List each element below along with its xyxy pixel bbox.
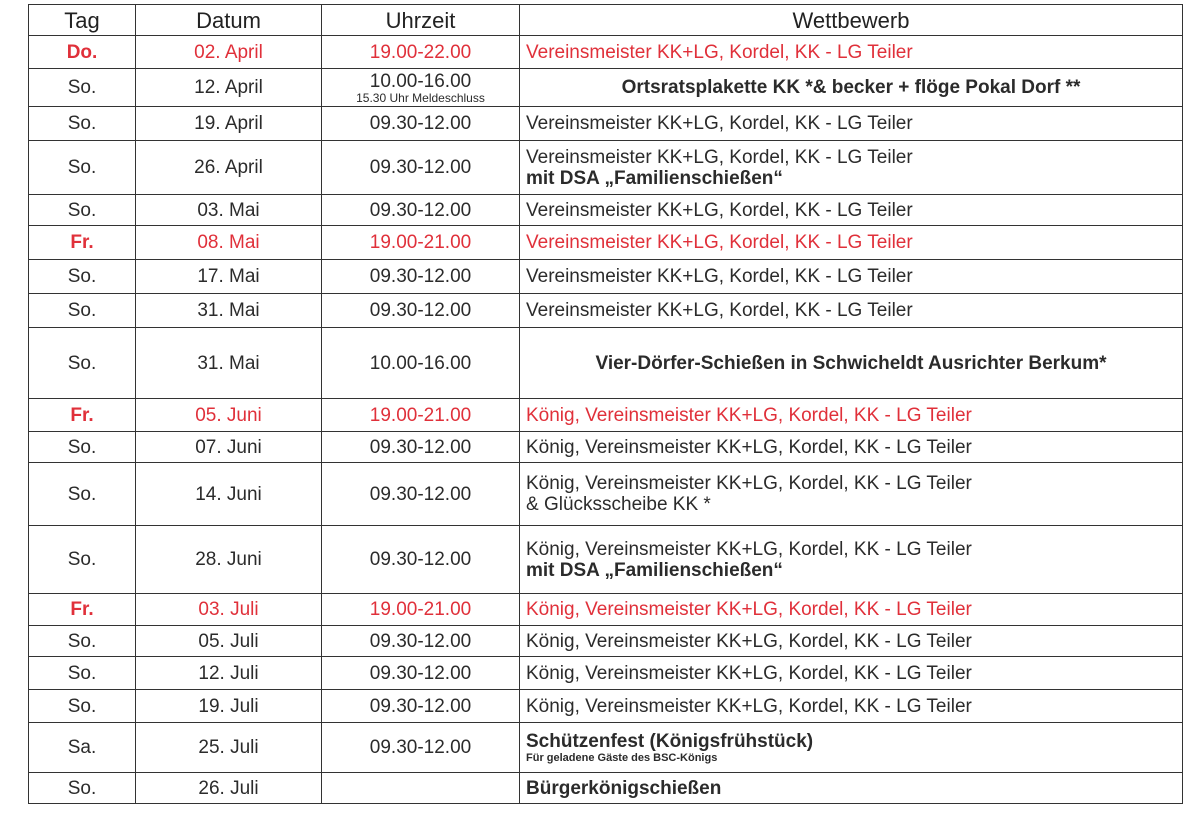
cell-datum: 07. Juni [136, 432, 322, 463]
cell-tag: So. [29, 657, 136, 690]
cell-datum: 05. Juli [136, 626, 322, 657]
cell-datum: 25. Juli [136, 723, 322, 773]
wettbewerb-main: König, Vereinsmeister KK+LG, Kordel, KK - LG Teiler [526, 473, 972, 494]
cell-datum: 31. Mai [136, 328, 322, 399]
cell-wettbewerb: Ortsratsplakette KK *& becker + flöge Pokal Dorf ** [520, 69, 1183, 107]
table-row [29, 432, 1183, 463]
cell-uhrzeit: 19.00-21.00 [322, 399, 520, 432]
cell-wettbewerb: Vereinsmeister KK+LG, Kordel, KK - LG Teiler [520, 107, 1183, 141]
cell-datum: 02. April [136, 36, 322, 69]
cell-tag: So. [29, 432, 136, 463]
schedule-table [28, 4, 1183, 804]
cell-uhrzeit: 19.00-21.00 [322, 594, 520, 626]
cell-datum: 14. Juni [136, 463, 322, 526]
table-row [29, 328, 1183, 399]
cell-wettbewerb: Vier-Dörfer-Schießen in Schwicheldt Ausrichter Berkum* [520, 328, 1183, 399]
table-row [29, 690, 1183, 723]
cell-datum: 19. Juli [136, 690, 322, 723]
cell-datum: 31. Mai [136, 294, 322, 328]
uhrzeit-main: 10.00-16.00 [369, 70, 472, 92]
cell-uhrzeit: 09.30-12.00 [322, 260, 520, 294]
wettbewerb-main: König, Vereinsmeister KK+LG, Kordel, KK - LG Teiler [526, 538, 972, 560]
cell-wettbewerb [520, 141, 1183, 195]
header-uhrzeit: Uhrzeit [322, 5, 520, 36]
cell-uhrzeit: 09.30-12.00 [322, 294, 520, 328]
header-datum: Datum [136, 5, 322, 36]
cell-uhrzeit [322, 69, 520, 107]
cell-wettbewerb: Vereinsmeister KK+LG, Kordel, KK - LG Teiler [520, 195, 1183, 226]
cell-wettbewerb [520, 463, 1183, 526]
table-row [29, 107, 1183, 141]
cell-tag: Fr. [29, 399, 136, 432]
cell-uhrzeit [322, 773, 520, 804]
table-row [29, 773, 1183, 804]
cell-datum: 12. April [136, 69, 322, 107]
table-row [29, 526, 1183, 594]
cell-datum: 26. April [136, 141, 322, 195]
cell-datum: 03. Juli [136, 594, 322, 626]
cell-uhrzeit: 09.30-12.00 [322, 195, 520, 226]
cell-uhrzeit: 09.30-12.00 [322, 626, 520, 657]
table-row [29, 141, 1183, 195]
wettbewerb-main: Schützenfest (Königsfrühstück) [526, 730, 814, 752]
table-row [29, 626, 1183, 657]
cell-uhrzeit: 10.00-16.00 [322, 328, 520, 399]
cell-datum: 19. April [136, 107, 322, 141]
table-row [29, 463, 1183, 526]
cell-tag: So. [29, 526, 136, 594]
header-tag: Tag [29, 5, 136, 36]
cell-wettbewerb [520, 723, 1183, 773]
cell-datum: 12. Juli [136, 657, 322, 690]
uhrzeit-note: 15.30 Uhr Meldeschluss [356, 90, 485, 105]
wettbewerb-note: Für geladene Gäste des BSC-Königs [526, 751, 718, 764]
cell-tag: So. [29, 773, 136, 804]
header-row [29, 5, 1183, 36]
cell-uhrzeit: 19.00-21.00 [322, 226, 520, 260]
cell-tag: Fr. [29, 594, 136, 626]
cell-datum: 26. Juli [136, 773, 322, 804]
cell-wettbewerb: König, Vereinsmeister KK+LG, Kordel, KK - LG Teiler [520, 657, 1183, 690]
cell-tag: So. [29, 195, 136, 226]
cell-datum: 08. Mai [136, 226, 322, 260]
cell-uhrzeit: 19.00-22.00 [322, 36, 520, 69]
cell-uhrzeit: 09.30-12.00 [322, 526, 520, 594]
table-row [29, 657, 1183, 690]
table-row [29, 260, 1183, 294]
table-row [29, 594, 1183, 626]
cell-uhrzeit: 09.30-12.00 [322, 723, 520, 773]
cell-tag: So. [29, 463, 136, 526]
cell-wettbewerb: Vereinsmeister KK+LG, Kordel, KK - LG Teiler [520, 294, 1183, 328]
wettbewerb-extra: mit DSA „Familienschießen“ [526, 559, 783, 581]
cell-datum: 03. Mai [136, 195, 322, 226]
cell-wettbewerb: König, Vereinsmeister KK+LG, Kordel, KK - LG Teiler [520, 626, 1183, 657]
cell-uhrzeit: 09.30-12.00 [322, 690, 520, 723]
cell-uhrzeit: 09.30-12.00 [322, 657, 520, 690]
cell-uhrzeit: 09.30-12.00 [322, 107, 520, 141]
cell-datum: 05. Juni [136, 399, 322, 432]
cell-tag: So. [29, 107, 136, 141]
cell-tag: So. [29, 328, 136, 399]
cell-uhrzeit: 09.30-12.00 [322, 463, 520, 526]
cell-tag: So. [29, 69, 136, 107]
header-wettbewerb: Wettbewerb [520, 5, 1183, 36]
wettbewerb-extra: & Glücksscheibe KK * [526, 494, 711, 515]
cell-tag: So. [29, 141, 136, 195]
cell-tag: Do. [29, 36, 136, 69]
cell-wettbewerb: König, Vereinsmeister KK+LG, Kordel, KK - LG Teiler [520, 432, 1183, 463]
table-row [29, 226, 1183, 260]
table-row [29, 195, 1183, 226]
wettbewerb-extra: mit DSA „Familienschießen“ [526, 167, 783, 189]
cell-wettbewerb: König, Vereinsmeister KK+LG, Kordel, KK - LG Teiler [520, 690, 1183, 723]
table-row [29, 69, 1183, 107]
cell-uhrzeit: 09.30-12.00 [322, 432, 520, 463]
cell-uhrzeit: 09.30-12.00 [322, 141, 520, 195]
table-row [29, 294, 1183, 328]
cell-tag: So. [29, 690, 136, 723]
table-row [29, 723, 1183, 773]
cell-tag: So. [29, 626, 136, 657]
cell-tag: So. [29, 294, 136, 328]
table-row [29, 399, 1183, 432]
cell-wettbewerb: Bürgerkönigschießen [520, 773, 1183, 804]
cell-wettbewerb: Vereinsmeister KK+LG, Kordel, KK - LG Teiler [520, 226, 1183, 260]
cell-wettbewerb: König, Vereinsmeister KK+LG, Kordel, KK - LG Teiler [520, 594, 1183, 626]
cell-tag: Sa. [29, 723, 136, 773]
cell-tag: Fr. [29, 226, 136, 260]
cell-wettbewerb: König, Vereinsmeister KK+LG, Kordel, KK - LG Teiler [520, 399, 1183, 432]
cell-datum: 17. Mai [136, 260, 322, 294]
cell-tag: So. [29, 260, 136, 294]
cell-wettbewerb: Vereinsmeister KK+LG, Kordel, KK - LG Teiler [520, 260, 1183, 294]
cell-datum: 28. Juni [136, 526, 322, 594]
table-row [29, 36, 1183, 69]
cell-wettbewerb: Vereinsmeister KK+LG, Kordel, KK - LG Teiler [520, 36, 1183, 69]
wettbewerb-main: Vereinsmeister KK+LG, Kordel, KK - LG Teiler [526, 146, 913, 168]
cell-wettbewerb [520, 526, 1183, 594]
